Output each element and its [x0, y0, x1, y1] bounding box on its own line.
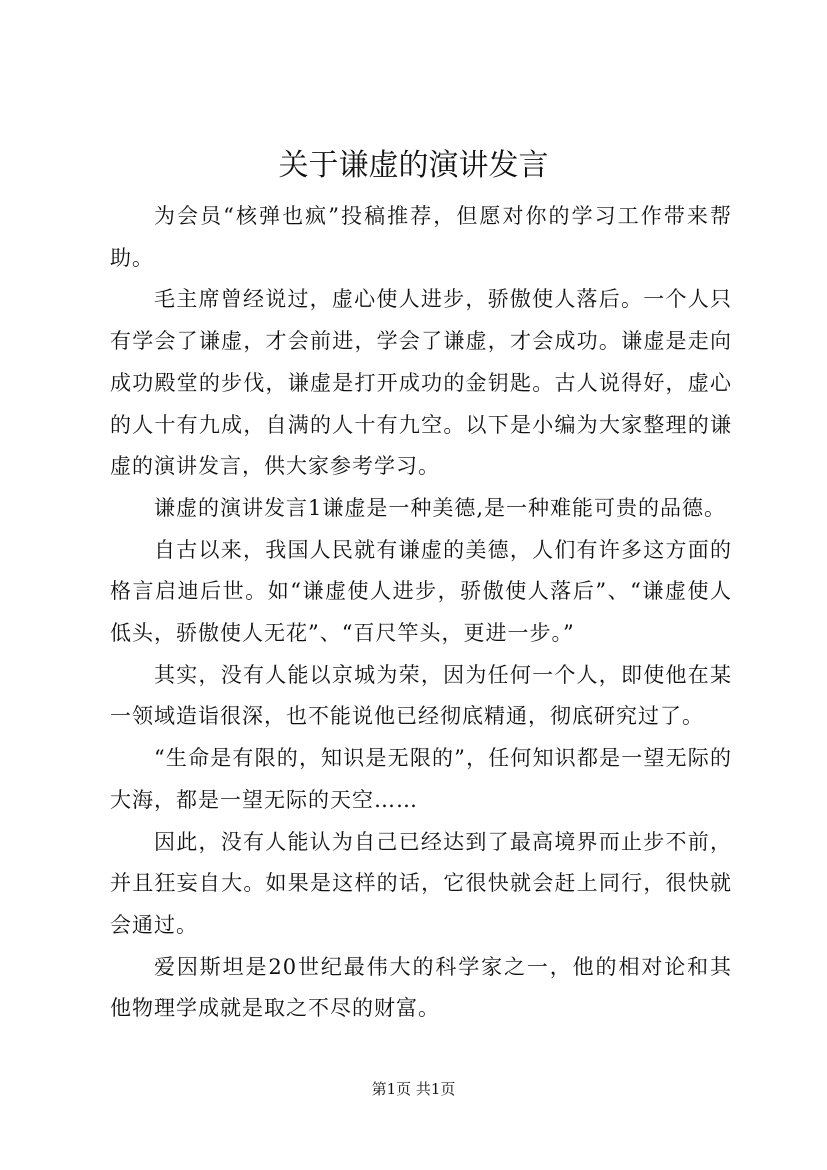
paragraph-speech-1-heading: 谦虚的演讲发言1谦虚是一种美德,是一种难能可贵的品德。 [154, 495, 727, 520]
document-body [110, 196, 732, 1030]
paragraph-intro: 为会员“核弹也疯”投稿推荐，但愿对你的学习工作带来帮助。 [110, 204, 732, 270]
paragraph-no-one-master: 其实，没有人能以京城为荣，因为任何一个人，即使他在某一领域造诣很深，也不能说他已经彻底精通，彻底研究过了。 [110, 662, 732, 729]
document-title: 关于谦虚的演讲发言 [278, 148, 549, 183]
paragraph-ancient-virtue: 自古以来，我国人民就有谦虚的美德，人们有许多这方面的格言启迪后世。如“谦虚使人进步，骄傲使人落后”、“谦虚使人低头，骄傲使人无花”、“百尺竿头，更进一步。” [110, 537, 732, 646]
paragraph-therefore: 因此，没有人能认为自己已经达到了最高境界而止步不前，并且狂妄自大。如果是这样的话，它很快就会赶上同行，很快就会通过。 [110, 829, 732, 937]
paragraph-chairman-quote: 毛主席曾经说过，虚心使人进步，骄傲使人落后。一个人只有学会了谦虚，才会前进，学会了谦虚，才会成功。谦虚是走向成功殿堂的步伐，谦虚是打开成功的金钥匙。古人说得好，虚心的人十有九成，自满的人十有九空。以下是小编为大家整理的谦虚的演讲发言，供大家参考学习。 [110, 287, 732, 479]
page-footer: 第1页 共1页 [371, 1080, 456, 1098]
paragraph-knowledge-infinite: “生命是有限的，知识是无限的”，任何知识都是一望无际的大海，都是一望无际的天空…… [110, 746, 732, 812]
paragraph-einstein: 爱因斯坦是20世纪最伟大的科学家之一，他的相对论和其他物理学成就是取之不尽的财富。 [110, 954, 732, 1021]
